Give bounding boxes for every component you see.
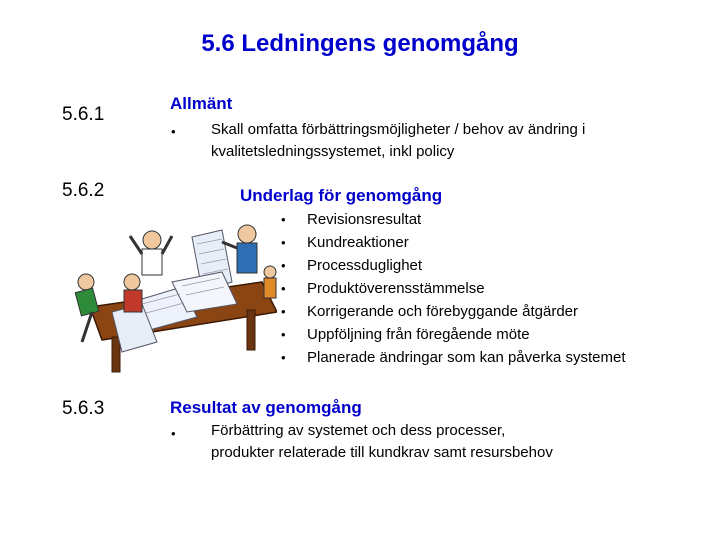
bullet-marker: •: [281, 235, 286, 250]
bullet-marker: •: [281, 350, 286, 365]
list-item: Revisionsresultat: [307, 211, 422, 228]
list-item: Uppföljning från föregående möte: [307, 326, 530, 343]
section-number-3: 5.6.3: [62, 398, 105, 419]
bullet-marker: •: [281, 304, 286, 319]
bullet-marker: •: [281, 258, 286, 273]
list-item: Korrigerande och förebyggande åtgärder: [307, 303, 579, 320]
section-3-bullet: Förbättring av systemet och dess processer, produkter relaterade till kundkrav samt resursbehov: [211, 422, 553, 461]
list-item: Processduglighet: [307, 257, 423, 274]
section-1-bullet: Skall omfatta förbättringsmöjligheter / behov av ändring i kvalitetsledningssystemet, inkl policy: [211, 121, 586, 160]
meeting-cartoon-icon: [72, 212, 277, 377]
list-item: Kundreaktioner: [307, 234, 409, 251]
list-item: Produktöverensstämmelse: [307, 280, 485, 297]
section-number-2: 5.6.2: [62, 180, 105, 201]
section-heading-allmant: Allmänt: [170, 94, 233, 113]
page-title: 5.6 Ledningens genomgång: [201, 30, 519, 57]
bullet-marker: •: [281, 327, 286, 342]
section-number-1: 5.6.1: [62, 104, 105, 125]
list-item: Planerade ändringar som kan påverka systemet: [307, 349, 626, 366]
bullet-marker: •: [281, 212, 286, 227]
section-heading-underlag: Underlag för genomgång: [240, 186, 443, 205]
bullet-marker: •: [171, 426, 176, 441]
section-heading-resultat: Resultat av genomgång: [170, 398, 362, 417]
bullet-marker: •: [171, 124, 176, 139]
bullet-marker: •: [281, 281, 286, 296]
